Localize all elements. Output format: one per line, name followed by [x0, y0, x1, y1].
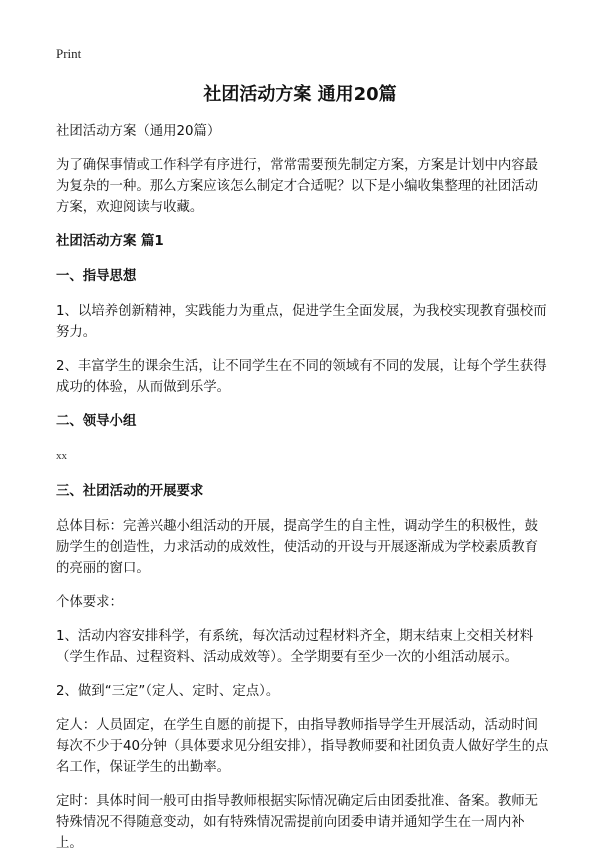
document-subtitle: 社团活动方案（通用20篇） [56, 124, 221, 139]
article-heading: 社团活动方案 篇1 [56, 234, 164, 249]
paragraph: 1、活动内容安排科学，有系统，每次活动过程材料齐全，期末结束上交相关材料（学生作品、过程资料、活动成效等）。全学期要有至少一次的小组活动展示。 [56, 629, 534, 665]
paragraph: 定时：具体时间一般可由指导教师根据实际情况确定后由团委批准、备案。教师无特殊情况不得随意变动，如有特殊情况需提前向团委申请并通知学生在一周内补上。 [56, 794, 539, 851]
paragraph: 1、以培养创新精神，实践能力为重点，促进学生全面发展，为我校实现教育强校而努力。 [56, 304, 547, 340]
placeholder-text: xx [56, 450, 67, 462]
page-title: 社团活动方案 通用20篇 [203, 84, 397, 105]
paragraph: 2、做到“三定”（定人、定时、定点）。 [56, 684, 280, 699]
document-body [56, 121, 550, 867]
intro-paragraph: 为了确保事情或工作科学有序进行，常常需要预先制定方案，方案是计划中内容最为复杂的一种。那么方案应该怎么制定才合适呢？以下是小编收集整理的社团活动方案，欢迎阅读与收藏。 [56, 158, 539, 215]
paragraph: 2、丰富学生的课余生活，让不同学生在不同的领域有不同的发展，让每个学生获得成功的体验，从而做到乐学。 [56, 359, 547, 395]
paragraph: 总体目标：完善兴趣小组活动的开展，提高学生的自主性，调动学生的积极性，鼓励学生的创造性，力求活动的成效性，使活动的开设与开展逐渐成为学校素质教育的亮丽的窗口。 [56, 519, 539, 576]
paragraph: 定人：人员固定，在学生自愿的前提下，由指导教师指导学生开展活动，活动时间每次不少于40分钟（具体要求见分组安排），指导教师要和社团负责人做好学生的点名工作，保证学生的出勤率。 [56, 718, 549, 775]
print-label: Print [56, 46, 82, 61]
section-heading-guiding-ideology: 一、指导思想 [56, 269, 137, 284]
section-heading-leadership-group: 二、领导小组 [56, 414, 137, 429]
paragraph: 个体要求： [56, 595, 123, 610]
section-heading-requirements: 三、社团活动的开展要求 [56, 484, 204, 499]
